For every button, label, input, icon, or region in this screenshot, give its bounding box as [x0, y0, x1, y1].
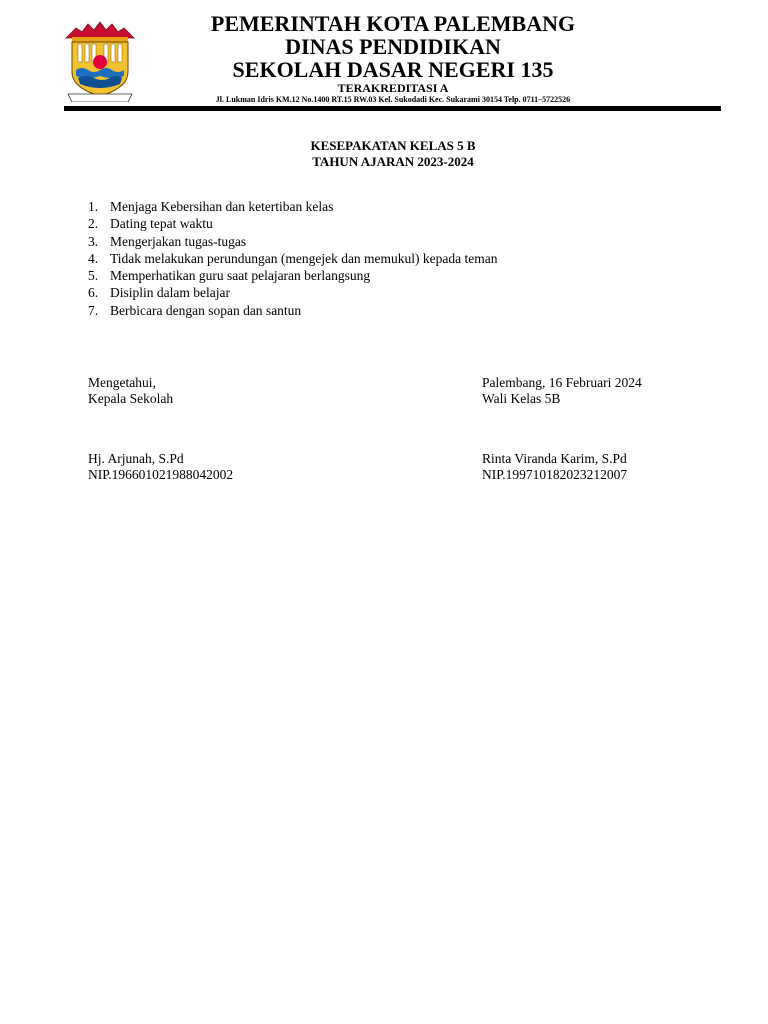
list-item-text: Memperhatikan guru saat pelajaran berlangsung: [110, 268, 371, 284]
signature-nip: NIP.196601021988042002: [88, 467, 234, 482]
class-agreement-list: [88, 198, 498, 319]
list-item-number: 5.: [88, 268, 99, 284]
signature-space: [482, 407, 642, 451]
list-item-number: 4.: [88, 250, 99, 266]
signature-place-date: Palembang, 16 Februari 2024: [482, 375, 642, 390]
document-title-line2: TAHUN AJARAN 2023-2024: [312, 154, 474, 169]
list-item-text: Dating tepat waktu: [110, 216, 213, 232]
list-item: [88, 302, 498, 319]
list-item-number: 1.: [88, 199, 99, 214]
document-title-line1: KESEPAKATAN KELAS 5 B: [310, 138, 476, 153]
list-item: [88, 215, 498, 232]
list-item-text: Tidak melakukan perundungan (mengejek dan memukul) kepada teman: [110, 250, 498, 266]
list-item-number: 3.: [88, 233, 99, 249]
signature-role: Wali Kelas 5B: [482, 391, 561, 406]
list-item: [88, 250, 498, 267]
list-item: [88, 198, 498, 215]
letterhead-accreditation: TERAKREDITASI A: [337, 81, 449, 95]
list-item-text: Berbicara dengan sopan dan santun: [110, 302, 302, 318]
list-item-number: 2.: [88, 216, 99, 232]
signature-role: Kepala Sekolah: [88, 391, 174, 406]
signature-block-principal: [88, 375, 233, 483]
list-item-number: 7.: [88, 302, 99, 318]
signature-name: Hj. Arjunah, S.Pd: [88, 451, 184, 466]
signature-block-homeroom-teacher: [482, 375, 642, 483]
document-title: [0, 138, 768, 170]
list-item: [88, 267, 498, 284]
letterhead: [130, 12, 656, 105]
letterhead-divider: [64, 106, 721, 111]
signature-acknowledged: Mengetahui,: [88, 375, 156, 390]
list-item: [88, 233, 498, 250]
list-item-text: Menjaga Kebersihan dan ketertiban kelas: [110, 199, 334, 214]
letterhead-department: DINAS PENDIDIKAN: [285, 34, 501, 59]
signature-space: [88, 407, 233, 451]
signature-nip: NIP.199710182023212007: [482, 467, 628, 482]
letterhead-government: PEMERINTAH KOTA PALEMBANG: [210, 11, 576, 36]
list-item-text: Disiplin dalam belajar: [110, 285, 230, 301]
palembang-city-emblem-icon: [62, 18, 138, 102]
list-item-number: 6.: [88, 285, 99, 301]
list-item-text: Mengerjakan tugas-tugas: [110, 233, 247, 249]
letterhead-address: Jl. Lukman Idris KM.12 No.1400 RT.15 RW.03 Kel. Sukodadi Kec. Sukarami 30154 Telp. 0711–5722526: [215, 95, 571, 104]
list-item: [88, 284, 498, 301]
letterhead-school: SEKOLAH DASAR NEGERI 135: [232, 57, 554, 82]
signature-name: Rinta Viranda Karim, S.Pd: [482, 451, 627, 466]
